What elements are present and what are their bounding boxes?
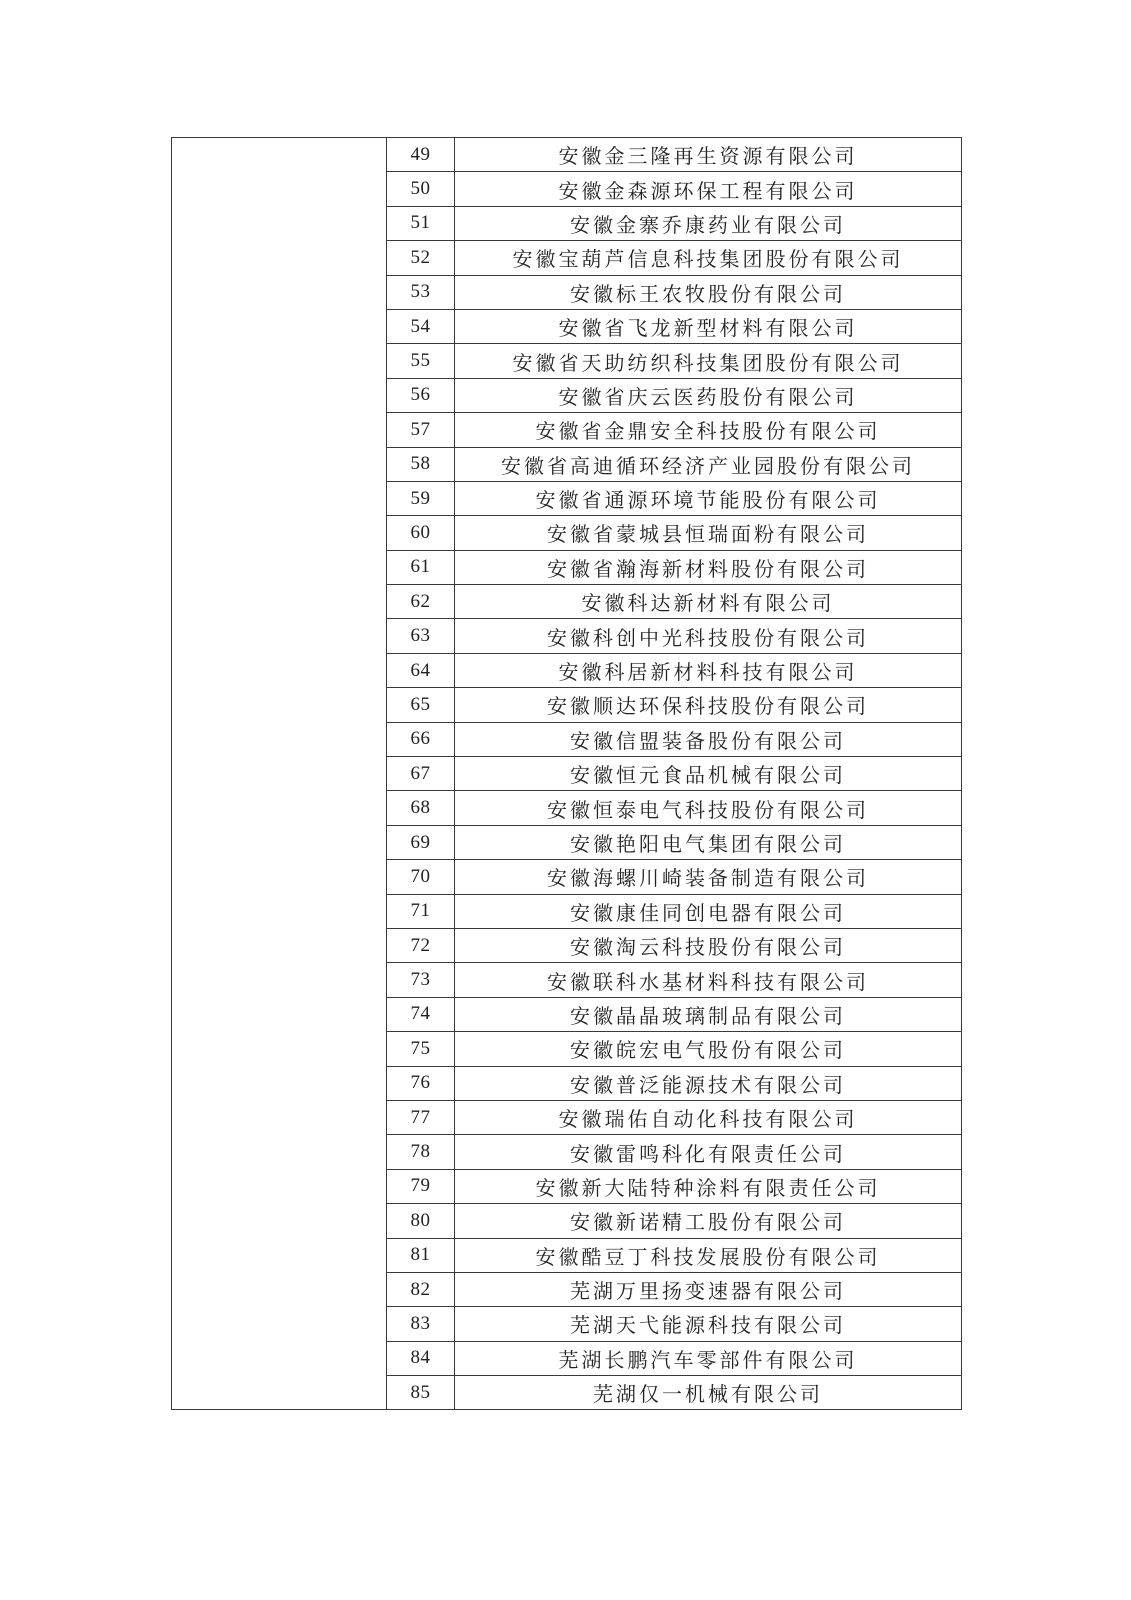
company-name: 安徽恒泰电气科技股份有限公司 bbox=[455, 791, 962, 825]
company-name: 安徽金三隆再生资源有限公司 bbox=[455, 138, 962, 172]
company-name: 安徽省天助纺织科技集团股份有限公司 bbox=[455, 344, 962, 378]
company-name: 芜湖长鹏汽车零部件有限公司 bbox=[455, 1341, 962, 1375]
company-name: 安徽金寨乔康药业有限公司 bbox=[455, 206, 962, 240]
row-number: 85 bbox=[387, 1376, 455, 1410]
row-number: 64 bbox=[387, 653, 455, 687]
company-name: 安徽恒元食品机械有限公司 bbox=[455, 757, 962, 791]
row-number: 79 bbox=[387, 1169, 455, 1203]
row-number: 58 bbox=[387, 447, 455, 481]
company-name: 安徽普泛能源技术有限公司 bbox=[455, 1066, 962, 1100]
row-number: 59 bbox=[387, 481, 455, 515]
row-number: 73 bbox=[387, 963, 455, 997]
company-name: 安徽省金鼎安全科技股份有限公司 bbox=[455, 413, 962, 447]
row-number: 78 bbox=[387, 1135, 455, 1169]
company-name: 安徽科居新材料科技有限公司 bbox=[455, 653, 962, 687]
row-number: 71 bbox=[387, 894, 455, 928]
company-name: 安徽宝葫芦信息科技集团股份有限公司 bbox=[455, 241, 962, 275]
company-name: 安徽联科水基材料科技有限公司 bbox=[455, 963, 962, 997]
row-number: 74 bbox=[387, 997, 455, 1031]
row-number: 75 bbox=[387, 1032, 455, 1066]
row-number: 84 bbox=[387, 1341, 455, 1375]
row-number: 72 bbox=[387, 928, 455, 962]
company-name: 安徽海螺川崎装备制造有限公司 bbox=[455, 860, 962, 894]
company-name: 安徽省庆云医药股份有限公司 bbox=[455, 378, 962, 412]
company-name: 安徽新大陆特种涂料有限责任公司 bbox=[455, 1169, 962, 1203]
company-name: 芜湖万里扬变速器有限公司 bbox=[455, 1272, 962, 1306]
row-number: 55 bbox=[387, 344, 455, 378]
company-name: 安徽省飞龙新型材料有限公司 bbox=[455, 309, 962, 343]
row-number: 70 bbox=[387, 860, 455, 894]
company-name: 安徽标王农牧股份有限公司 bbox=[455, 275, 962, 309]
company-name: 安徽金森源环保工程有限公司 bbox=[455, 172, 962, 206]
row-number: 54 bbox=[387, 309, 455, 343]
company-name: 安徽省高迪循环经济产业园股份有限公司 bbox=[455, 447, 962, 481]
row-number: 80 bbox=[387, 1204, 455, 1238]
row-number: 65 bbox=[387, 688, 455, 722]
row-number: 52 bbox=[387, 241, 455, 275]
row-number: 63 bbox=[387, 619, 455, 653]
row-number: 56 bbox=[387, 378, 455, 412]
row-number: 49 bbox=[387, 138, 455, 172]
company-name: 芜湖仅一机械有限公司 bbox=[455, 1376, 962, 1410]
table-row bbox=[172, 138, 962, 172]
company-name: 安徽瑞佑自动化科技有限公司 bbox=[455, 1100, 962, 1134]
row-number: 81 bbox=[387, 1238, 455, 1272]
table-body bbox=[172, 138, 962, 1410]
row-number: 67 bbox=[387, 757, 455, 791]
company-name: 安徽科达新材料有限公司 bbox=[455, 585, 962, 619]
company-name: 安徽康佳同创电器有限公司 bbox=[455, 894, 962, 928]
company-name: 安徽艳阳电气集团有限公司 bbox=[455, 825, 962, 859]
row-number: 68 bbox=[387, 791, 455, 825]
company-name: 安徽皖宏电气股份有限公司 bbox=[455, 1032, 962, 1066]
company-name: 安徽淘云科技股份有限公司 bbox=[455, 928, 962, 962]
company-name: 安徽省通源环境节能股份有限公司 bbox=[455, 481, 962, 515]
row-number: 69 bbox=[387, 825, 455, 859]
row-number: 82 bbox=[387, 1272, 455, 1306]
row-number: 77 bbox=[387, 1100, 455, 1134]
row-number: 51 bbox=[387, 206, 455, 240]
company-list-table bbox=[171, 137, 962, 1410]
category-cell bbox=[172, 138, 387, 1410]
row-number: 53 bbox=[387, 275, 455, 309]
row-number: 76 bbox=[387, 1066, 455, 1100]
company-name: 安徽酷豆丁科技发展股份有限公司 bbox=[455, 1238, 962, 1272]
row-number: 83 bbox=[387, 1307, 455, 1341]
company-name: 安徽科创中光科技股份有限公司 bbox=[455, 619, 962, 653]
company-name: 安徽新诺精工股份有限公司 bbox=[455, 1204, 962, 1238]
row-number: 57 bbox=[387, 413, 455, 447]
row-number: 66 bbox=[387, 722, 455, 756]
company-name: 芜湖天弋能源科技有限公司 bbox=[455, 1307, 962, 1341]
row-number: 60 bbox=[387, 516, 455, 550]
row-number: 62 bbox=[387, 585, 455, 619]
company-name: 安徽省瀚海新材料股份有限公司 bbox=[455, 550, 962, 584]
company-name: 安徽信盟装备股份有限公司 bbox=[455, 722, 962, 756]
row-number: 50 bbox=[387, 172, 455, 206]
company-name: 安徽雷鸣科化有限责任公司 bbox=[455, 1135, 962, 1169]
company-name: 安徽省蒙城县恒瑞面粉有限公司 bbox=[455, 516, 962, 550]
company-name: 安徽晶晶玻璃制品有限公司 bbox=[455, 997, 962, 1031]
company-name: 安徽顺达环保科技股份有限公司 bbox=[455, 688, 962, 722]
row-number: 61 bbox=[387, 550, 455, 584]
